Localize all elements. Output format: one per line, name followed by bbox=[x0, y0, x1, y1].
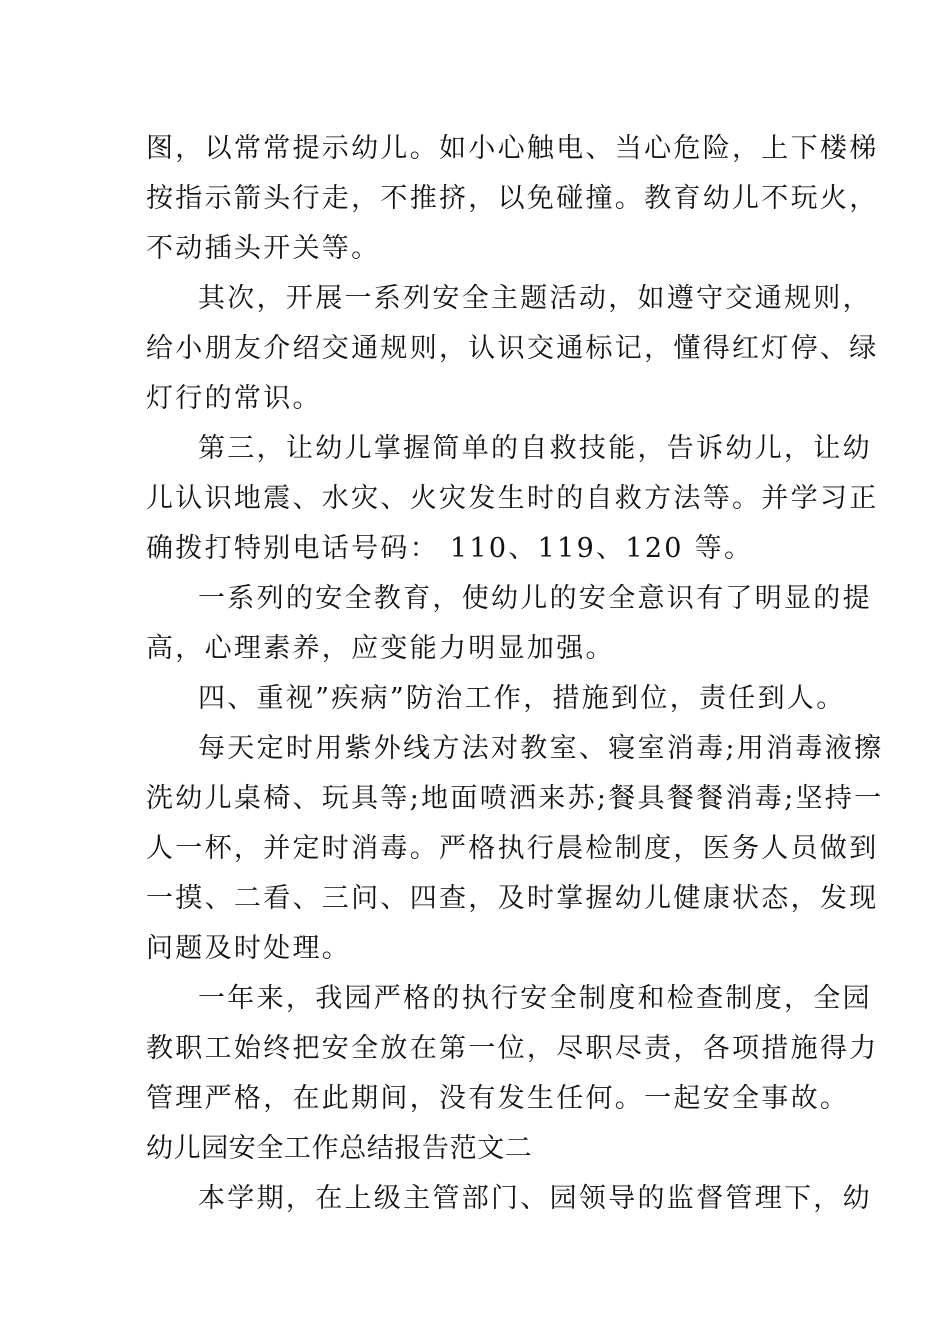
text-line: 高，心理素养，应变能力明显加强。 bbox=[146, 633, 615, 664]
text-line: 给小朋友介绍交通规则，认识交通标记，懂得红灯停、绿 bbox=[146, 333, 879, 364]
text-line: 管理严格，在此期间，没有发生任何。一起安全事故。 bbox=[146, 1083, 850, 1114]
document-title: 幼儿园安全工作总结报告范文二 bbox=[146, 1133, 533, 1164]
paragraph-start-line: 一年来，我园严格的执行安全制度和检查制度，全园 bbox=[198, 983, 872, 1014]
paragraph-start-line: 本学期，在上级主管部门、园领导的监督管理下，幼 bbox=[198, 1183, 872, 1214]
paragraph-start-line: 第三，让幼儿掌握简单的自救技能，告诉幼儿，让幼 bbox=[198, 433, 872, 464]
paragraph-start-line: 每天定时用紫外线方法对教室、寝室消毒;用消毒液擦 bbox=[198, 733, 884, 764]
text-line: 灯行的常识。 bbox=[146, 383, 322, 414]
text-line: 图，以常常提示幼儿。如小心触电、当心危险，上下楼梯 bbox=[146, 133, 879, 164]
text-line: 人一杯，并定时消毒。严格执行晨检制度，医务人员做到 bbox=[146, 833, 879, 864]
text-line: 洗幼儿桌椅、玩具等;地面喷洒来苏;餐具餐餐消毒;坚持一 bbox=[146, 783, 884, 814]
text-line: 按指示箭头行走，不推挤，以免碰撞。教育幼儿不玩火， bbox=[146, 183, 879, 214]
text-line: 教职工始终把安全放在第一位，尽职尽责，各项措施得力 bbox=[146, 1033, 879, 1064]
paragraph-start-line: 其次，开展一系列安全主题活动，如遵守交通规则， bbox=[198, 283, 872, 314]
text-line: 儿认识地震、水灾、火灾发生时的自救方法等。并学习正 bbox=[146, 483, 879, 514]
paragraph-start-line: 一系列的安全教育，使幼儿的安全意识有了明显的提 bbox=[198, 583, 872, 614]
text-line: 确拨打特别电话号码： 110、119、120 等。 bbox=[146, 533, 754, 564]
text-line: 问题及时处理。 bbox=[146, 933, 352, 964]
section-heading: 四、重视”疾病”防治工作，措施到位，责任到人。 bbox=[198, 683, 846, 714]
text-line: 不动插头开关等。 bbox=[146, 233, 381, 264]
text-line: 一摸、二看、三问、四查，及时掌握幼儿健康状态，发现 bbox=[146, 883, 879, 914]
